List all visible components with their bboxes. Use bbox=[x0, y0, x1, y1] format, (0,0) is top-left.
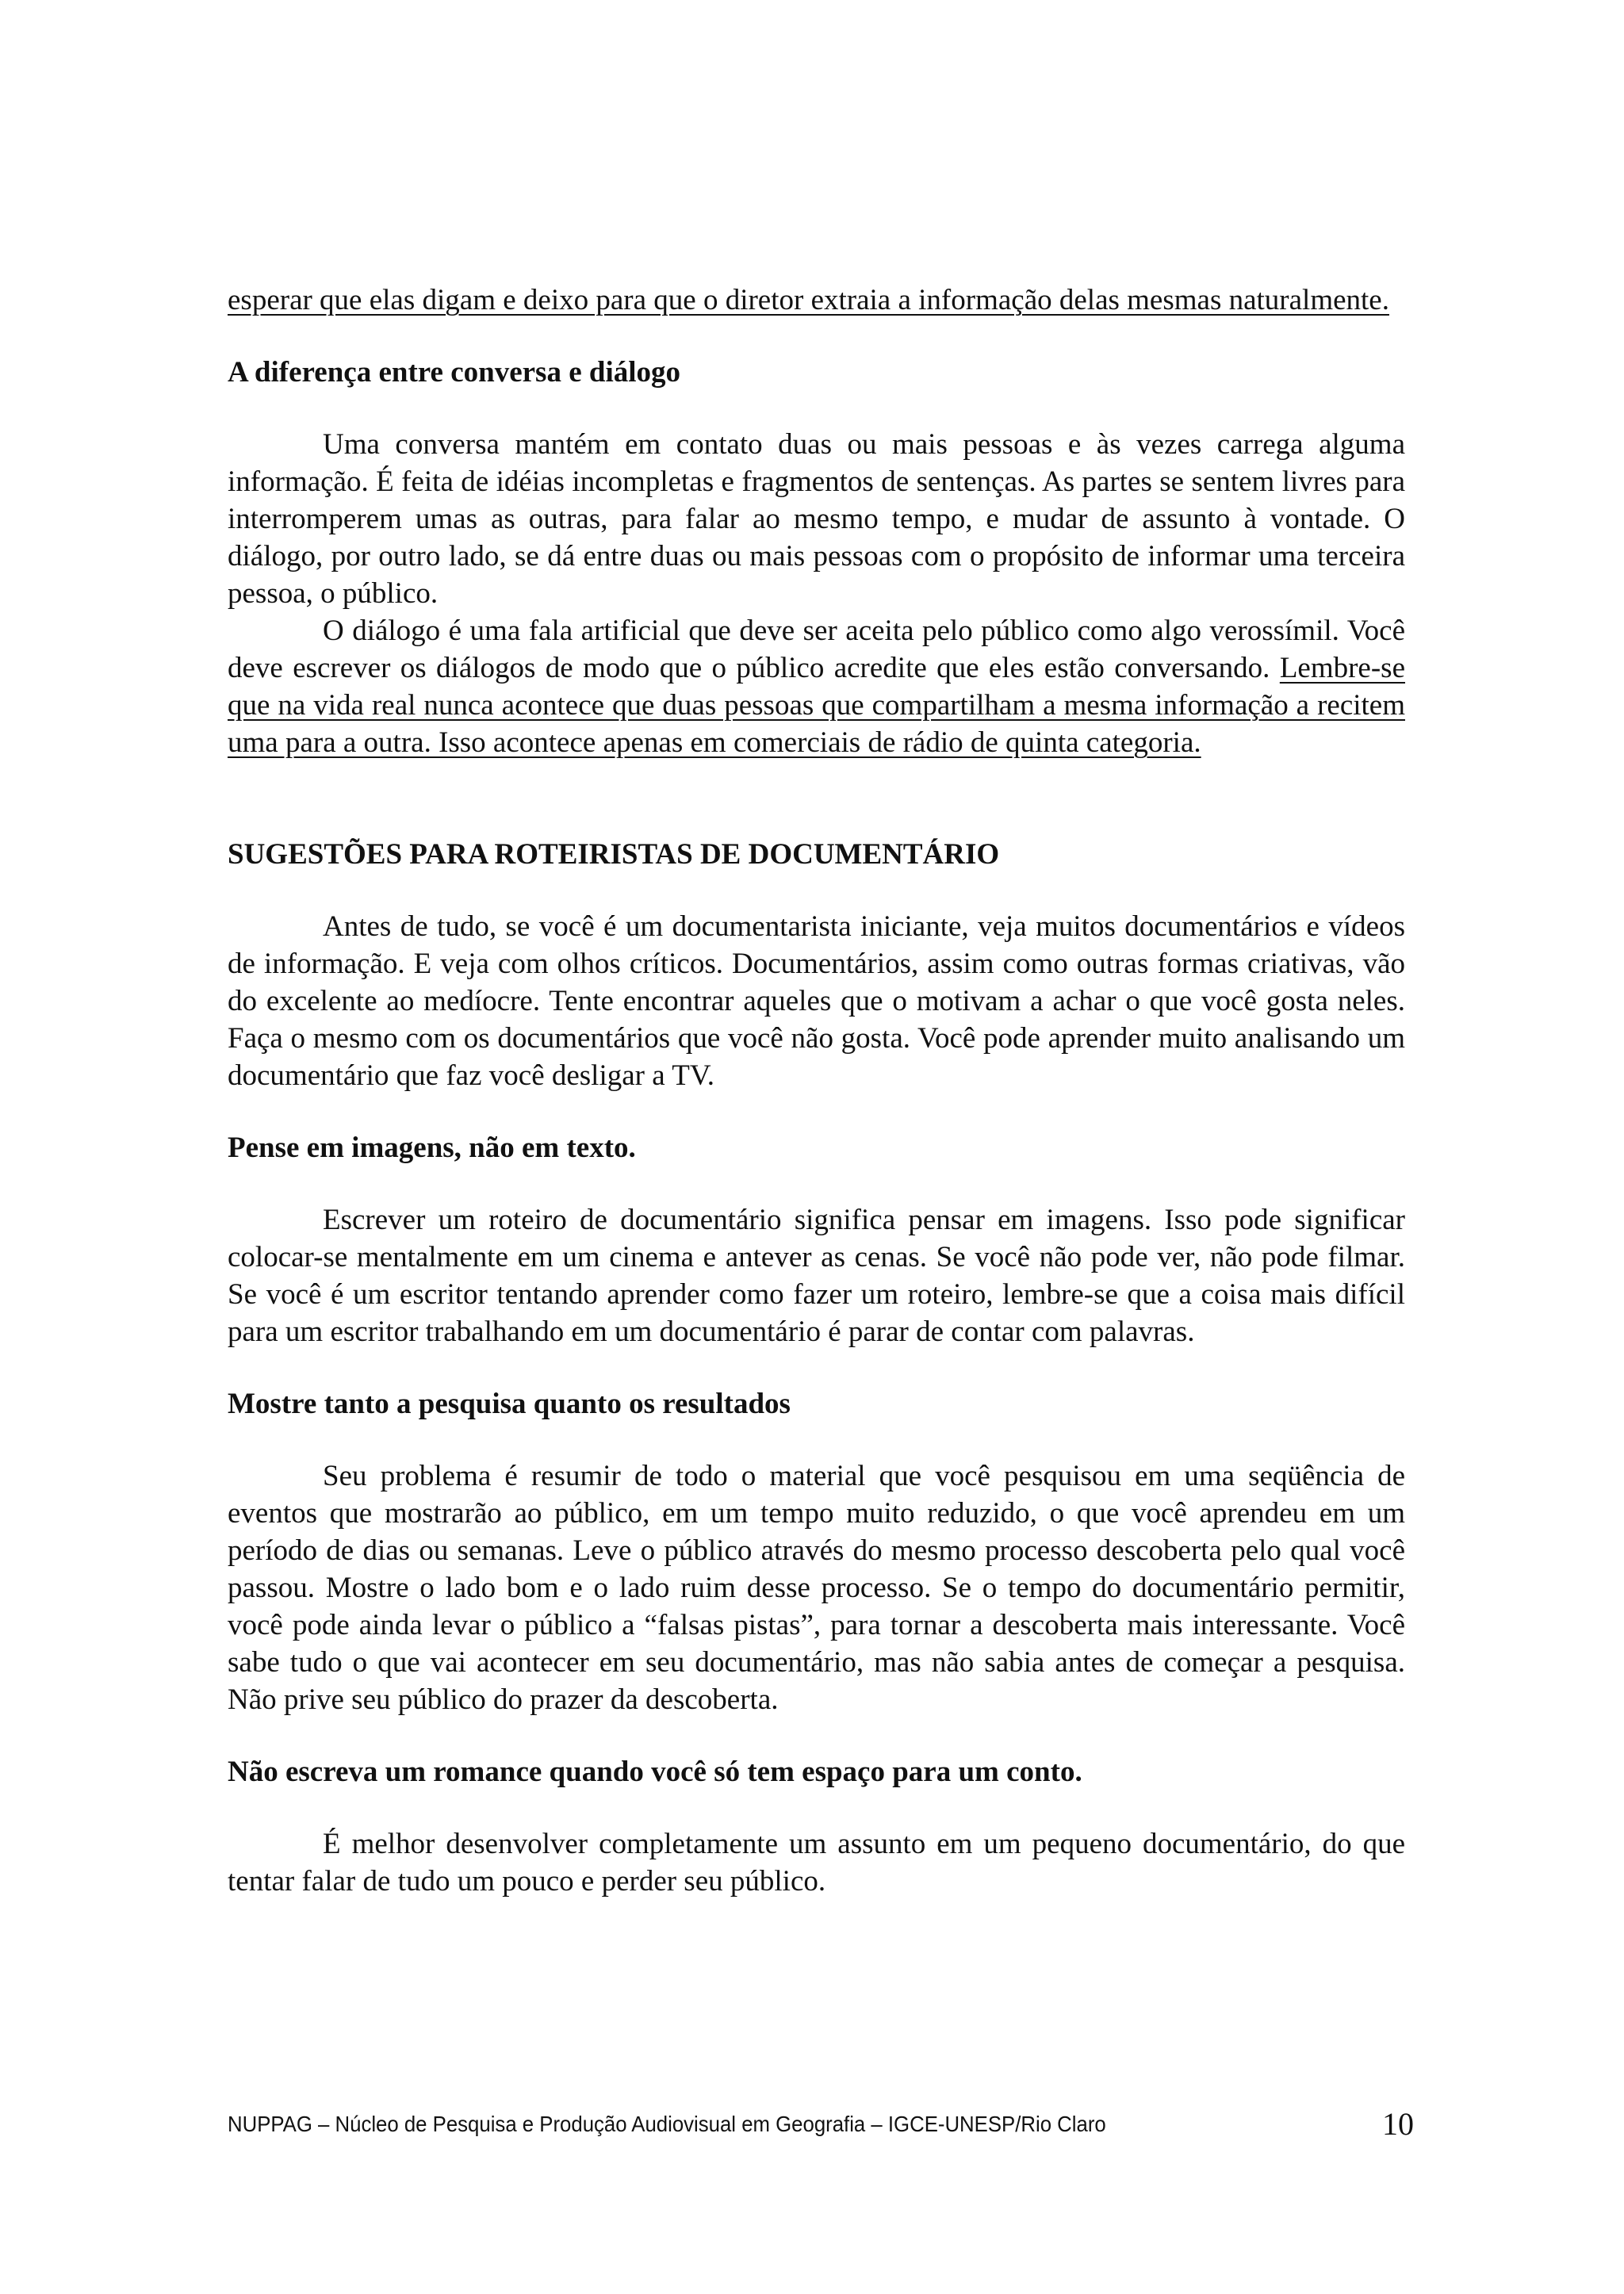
section-heading-sugestoes: SUGESTÕES PARA ROTEIRISTAS DE DOCUMENTÁRIO bbox=[228, 838, 1000, 871]
paragraph-dialogo-text: O diálogo é uma fala artificial que deve ser aceita pelo público como algo verossímil. Você deve escrever os diálogos de modo que o público acredite que eles estão conversando. bbox=[228, 615, 1405, 684]
paragraph-sugestoes: Antes de tudo, se você é um documentarista iniciante, veja muitos documentários e vídeos de informação. E veja com olhos críticos. Documentários, assim como outras formas criativas, vão do excelente ao medíocre. Tente encontrar aqueles que o motivam a achar o que você gosta neles. Faça o mesmo com os documentários que você não gosta. Você pode aprender muito analisando um documentário que faz você desligar a TV. bbox=[228, 910, 1405, 1092]
page-number: 10 bbox=[1382, 2106, 1414, 2142]
paragraph-dialogo bbox=[228, 612, 1405, 761]
page-footer: NUPPAG – Núcleo de Pesquisa e Produção Audiovisual em Geografia – IGCE-UNESP/Rio Claro bbox=[228, 2112, 1106, 2136]
intro-underlined-text: esperar que elas digam e deixo para que o diretor extraia a informação delas mesmas naturalmente. bbox=[228, 284, 1389, 316]
section-heading-conversa-dialogo: A diferença entre conversa e diálogo bbox=[228, 356, 681, 389]
section-heading-pense-imagens: Pense em imagens, não em texto. bbox=[228, 1132, 636, 1164]
page-body bbox=[228, 281, 1405, 1900]
paragraph-pesquisa-resultados: Seu problema é resumir de todo o material que você pesquisou em uma seqüência de eventos que mostrarão ao público, em um tempo muito reduzido, o que você aprendeu em um período de dias ou semanas. Leve o público através do mesmo processo descoberta pelo qual você passou. Mostre o lado bom e o lado ruim desse processo. Se o tempo do documentário permitir, você pode ainda levar o público a “falsas pistas”, para tornar a descoberta mais interessante. Você sabe tudo o que vai acontecer em seu documentário, mas não sabia antes de começar a pesquisa. Não prive seu público do prazer da descoberta. bbox=[228, 1460, 1405, 1716]
section-heading-romance-conto: Não escreva um romance quando você só tem espaço para um conto. bbox=[228, 1756, 1082, 1788]
paragraph-dialogo-underlined: Lembre-se que na vida real nunca acontece que duas pessoas que compartilham a mesma informação a recitem uma para a outra. Isso acontece apenas em comerciais de rádio de quinta categoria. bbox=[228, 652, 1406, 759]
paragraph-romance-conto: É melhor desenvolver completamente um assunto em um pequeno documentário, do que tentar falar de tudo um pouco e perder seu público. bbox=[228, 1828, 1405, 1898]
intro-paragraph bbox=[228, 281, 1405, 319]
section-heading-pesquisa-resultados: Mostre tanto a pesquisa quanto os resultados bbox=[228, 1388, 791, 1420]
paragraph-pense-imagens: Escrever um roteiro de documentário significa pensar em imagens. Isso pode significar colocar-se mentalmente em um cinema e antever as cenas. Se você não pode ver, não pode filmar. Se você é um escritor tentando aprender como fazer um roteiro, lembre-se que a coisa mais difícil para um escritor trabalhando em um documentário é parar de contar com palavras. bbox=[228, 1204, 1405, 1348]
paragraph-conversa: Uma conversa mantém em contato duas ou mais pessoas e às vezes carrega alguma informação. É feita de idéias incompletas e fragmentos de sentenças. As partes se sentem livres para interromperem umas as outras, para falar ao mesmo tempo, e mudar de assunto à vontade. O diálogo, por outro lado, se dá entre duas ou mais pessoas com o propósito de informar uma terceira pessoa, o público. bbox=[228, 428, 1405, 610]
section-spacer bbox=[228, 761, 1405, 836]
